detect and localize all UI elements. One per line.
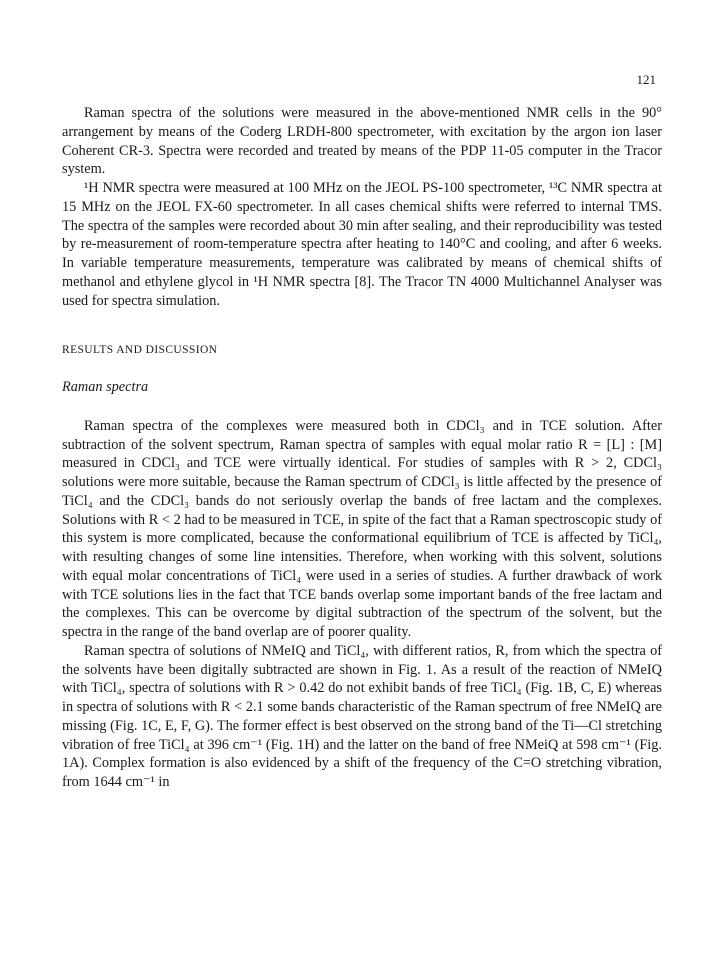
- page-number: 121: [636, 72, 656, 87]
- body-paragraph: ¹H NMR spectra were measured at 100 MHz on the JEOL PS-100 spectrometer, ¹³C NMR spectra at 15 MHz on the JEOL FX-60 spectrometer. In all cases chemical shifts were referred to internal TMS. The spectra of the samples were recorded about 30 min after sealing, and their reproducibility was tested by re-measurement of room-temperature spectra after heating to 140°C and cooling, and after 6 weeks. In variable temperature measurements, temperature was calibrated by means of chemical shifts of methanol and ethylene glycol in ¹H NMR spectra [8]. The Tracor TN 4000 Multichannel Analyser was used for spectra simulation.: [62, 180, 662, 309]
- subsection-heading: Raman spectra: [62, 379, 149, 395]
- body-paragraph: Raman spectra of the complexes were measured both in CDCl₃ and in TCE solution. After subtraction of the solvent spectrum, Raman spectra of samples with equal molar ratio R = [L] : [M] measured in CDCl₃ and TCE were virtually identical. For studies of samples with R > 2, CDCl₃ solutions were more suitable, because the Raman spectrum of CDCl₃ is little affected by the presence of TiCl₄ and the CDCl₃ bands do not seriously overlap the bands of free lactam and the complexes. Solutions with R < 2 had to be measured in TCE, in spite of the fact that a Raman spectroscopic study of this system is more complicated, because the conformational equilibrium of TCE is affected by TiCl₄, with resulting changes of some line intensities. Therefore, when working with this solvent, solutions with equal molar concentrations of TiCl₄ were used in a series of studies. A further drawback of work with TCE solutions lies in the fact that TCE bands overlap some important bands of the free lactam and the complexes. This can be overcome by digital subtraction of the spectrum of the solvent, but the spectra in the range of the band overlap are of poorer quality.: [62, 417, 662, 640]
- body-paragraph: Raman spectra of solutions of NMeIQ and TiCl₄, with different ratios, R, from which the spectra of the solvents have been digitally subtracted are shown in Fig. 1. As a result of the reaction of NMeIQ with TiCl₄, spectra of solutions with R > 0.42 do not exhibit bands of free TiCl₄ (Fig. 1B, C, E) whereas in spectra of solutions with R < 2.1 some bands characteristic of the Raman spectrum of free NMeIQ are missing (Fig. 1C, E, F, G). The former effect is best observed on the strong band of the Ti—Cl stretching vibration of free TiCl₄ at 396 cm⁻¹ (Fig. 1H) and the latter on the band of free NMeiQ at 598 cm⁻¹ (Fig. 1A). Complex formation is also evidenced by a shift of the frequency of the C=O stretching vibration, from 1644 cm⁻¹ in: [62, 642, 662, 790]
- body-paragraph: Raman spectra of the solutions were measured in the above-mentioned NMR cells in the 90° arrangement by means of the Coderg LRDH-800 spectrometer, with excitation by the argon ion laser Coherent CR-3. Spectra were recorded and treated by means of the PDP 11-05 computer in the Tracor system.: [62, 105, 662, 178]
- document-body: [62, 104, 662, 792]
- section-heading: RESULTS AND DISCUSSION: [62, 344, 218, 357]
